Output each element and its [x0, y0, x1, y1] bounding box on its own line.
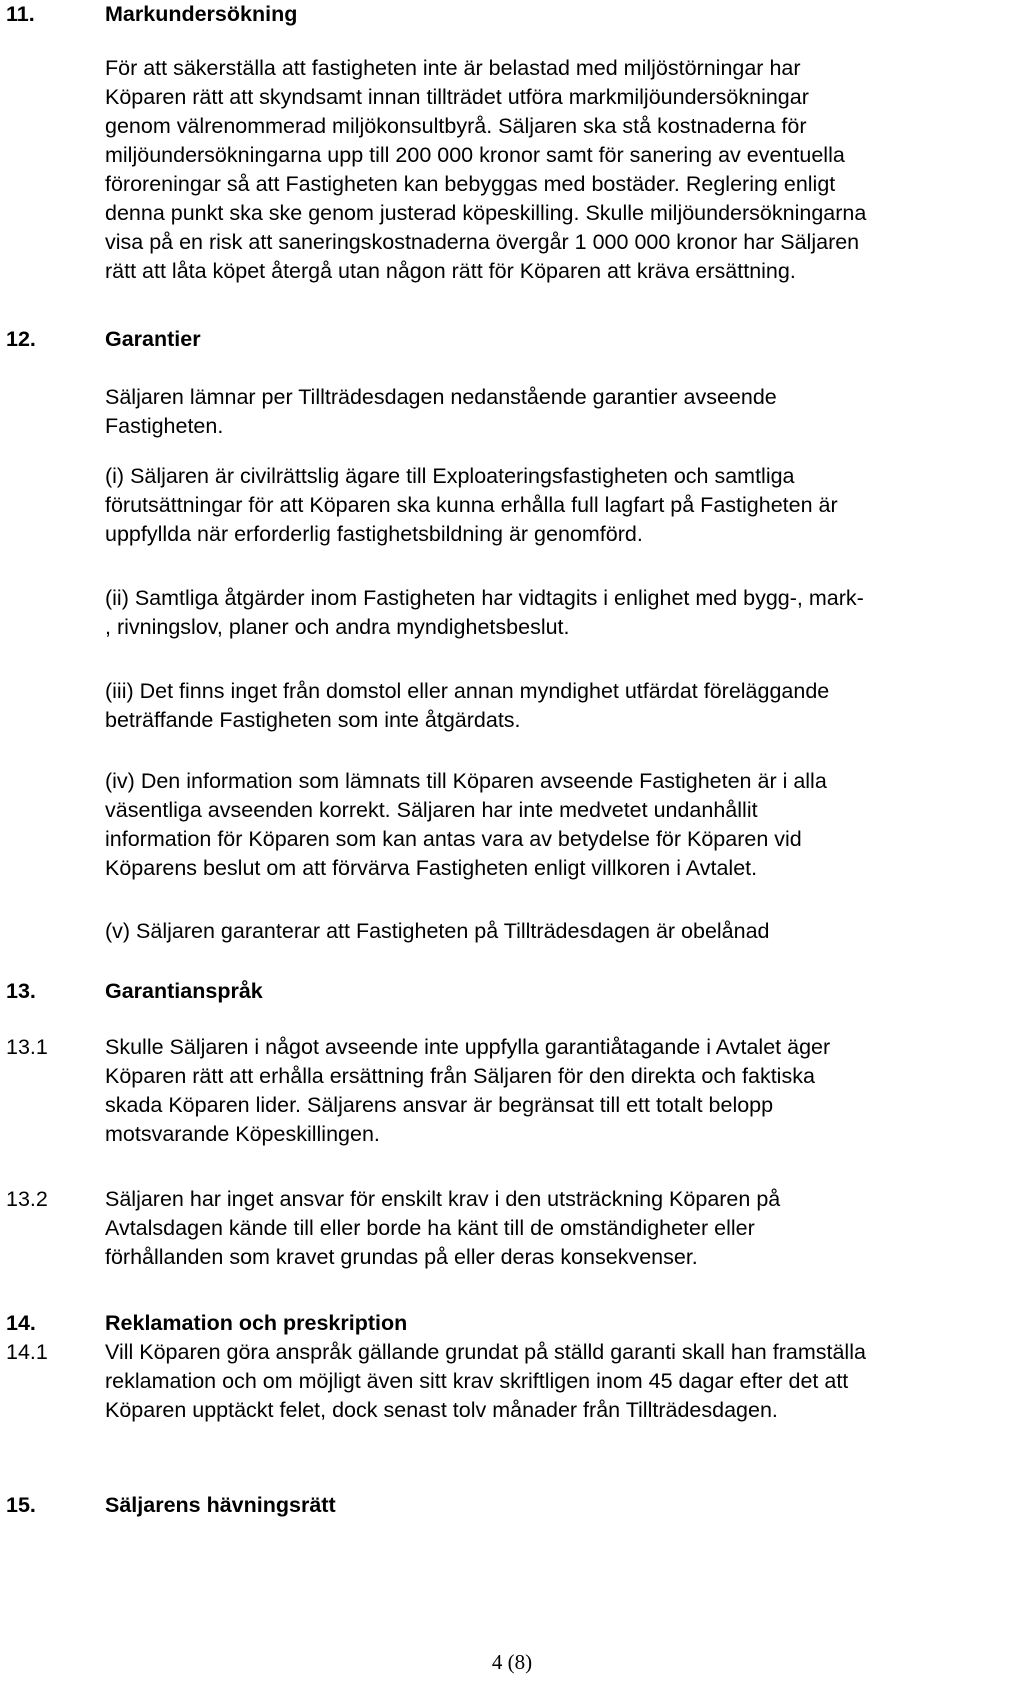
text-line: förhållanden som kravet grundas på eller deras konsekvenser.: [105, 1245, 698, 1269]
guarantee-iii: [105, 677, 1023, 735]
text-line: väsentliga avseenden korrekt. Säljaren har inte medvetet undanhållit: [105, 798, 758, 822]
text-line: information för Köparen som kan antas vara av betydelse för Köparen vid: [105, 827, 802, 851]
text-line: uppfyllda när erforderlig fastighetsbildning är genomförd.: [105, 522, 643, 546]
text-line: visa på en risk att saneringskostnaderna övergår 1 000 000 kronor har Säljaren: [105, 230, 860, 254]
section-12-intro: [105, 383, 1023, 441]
section-13-2-paragraph: [105, 1185, 1023, 1272]
text-line: Köparens beslut om att förvärva Fastigheten enligt villkoren i Avtalet.: [105, 856, 758, 880]
text-line: Köparen upptäckt felet, dock senast tolv månader från Tillträdesdagen.: [105, 1398, 778, 1422]
subsection-number: 14.1: [6, 1340, 48, 1364]
section-number: 11.: [6, 2, 35, 26]
text-line: Avtalsdagen kände till eller borde ha känt till de omständigheter eller: [105, 1216, 755, 1240]
section-number: 13.: [6, 979, 36, 1003]
section-heading: Reklamation och preskription: [105, 1311, 408, 1335]
text-line: (v) Säljaren garanterar att Fastigheten på Tillträdesdagen är obelånad: [105, 919, 770, 943]
text-line: beträffande Fastigheten som inte åtgärdats.: [105, 708, 521, 732]
text-line: Skulle Säljaren i något avseende inte uppfylla garantiåtagande i Avtalet äger: [105, 1035, 831, 1059]
text-line: miljöundersökningarna upp till 200 000 kronor samt för sanering av eventuella: [105, 143, 845, 167]
text-line: Köparen rätt att erhålla ersättning från Säljaren för den direkta och faktiska: [105, 1064, 815, 1088]
text-line: Köparen rätt att skyndsamt innan tillträdet utföra markmiljöundersökningar: [105, 85, 809, 109]
section-number: 15.: [6, 1493, 36, 1517]
section-11-paragraph: [105, 54, 1023, 286]
text-line: Säljaren lämnar per Tillträdesdagen nedanstående garantier avseende: [105, 385, 777, 409]
page-number: 4 (8): [491, 1650, 533, 1674]
text-line: föroreningar så att Fastigheten kan bebyggas med bostäder. Reglering enligt: [105, 172, 836, 196]
text-line: , rivningslov, planer och andra myndighetsbeslut.: [105, 615, 570, 639]
guarantee-iv: [105, 767, 1023, 883]
section-heading: Garantianspråk: [105, 979, 263, 1003]
text-line: Vill Köparen göra anspråk gällande grundat på ställd garanti skall han framställa: [105, 1340, 866, 1364]
section-heading: Markundersökning: [105, 2, 298, 26]
text-line: För att säkerställa att fastigheten inte är belastad med miljöstörningar har: [105, 56, 801, 80]
text-line: Fastigheten.: [105, 414, 224, 438]
text-line: (iii) Det finns inget från domstol eller annan myndighet utfärdat föreläggande: [105, 679, 830, 703]
text-line: motsvarande Köpeskillingen.: [105, 1122, 380, 1146]
text-line: rätt att låta köpet återgå utan någon rätt för Köparen att kräva ersättning.: [105, 259, 796, 283]
section-number: 12.: [6, 327, 36, 351]
text-line: skada Köparen lider. Säljarens ansvar är begränsat till ett totalt belopp: [105, 1093, 774, 1117]
text-line: (ii) Samtliga åtgärder inom Fastigheten har vidtagits i enlighet med bygg-, mark-: [105, 586, 864, 610]
text-line: reklamation och om möjligt även sitt krav skriftligen inom 45 dagar efter det att: [105, 1369, 849, 1393]
text-line: (i) Säljaren är civilrättslig ägare till Exploateringsfastigheten och samtliga: [105, 464, 795, 488]
guarantee-v: [105, 917, 1023, 946]
text-line: förutsättningar för att Köparen ska kunna erhålla full lagfart på Fastigheten är: [105, 493, 838, 517]
guarantee-ii: [105, 584, 1023, 642]
guarantee-i: [105, 462, 1023, 549]
section-heading: Säljarens hävningsrätt: [105, 1493, 336, 1517]
section-14-1-paragraph: [105, 1338, 1023, 1425]
text-line: genom välrenommerad miljökonsultbyrå. Säljaren ska stå kostnaderna för: [105, 114, 807, 138]
text-line: (iv) Den information som lämnats till Köparen avseende Fastigheten är i alla: [105, 769, 827, 793]
text-line: Säljaren har inget ansvar för enskilt krav i den utsträckning Köparen på: [105, 1187, 781, 1211]
text-line: denna punkt ska ske genom justerad köpeskilling. Skulle miljöundersökningarna: [105, 201, 867, 225]
section-heading: Garantier: [105, 327, 201, 351]
subsection-number: 13.2: [6, 1187, 48, 1211]
section-number: 14.: [6, 1311, 36, 1335]
subsection-number: 13.1: [6, 1035, 48, 1059]
section-13-1-paragraph: [105, 1033, 1023, 1149]
